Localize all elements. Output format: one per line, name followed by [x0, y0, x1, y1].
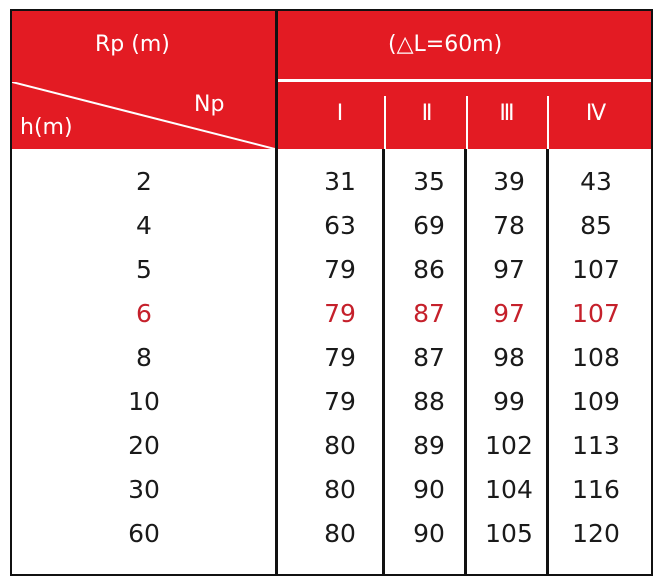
np-value-cell: 79 — [324, 299, 356, 328]
class-header-4: Ⅳ — [585, 101, 607, 126]
np-value-cell: 113 — [572, 431, 620, 460]
np-value-cell: 90 — [413, 475, 445, 504]
np-value-cell: 69 — [413, 211, 445, 240]
header-divider-right — [278, 79, 651, 82]
np-value-cell: 85 — [580, 211, 612, 240]
np-value-cell: 90 — [413, 519, 445, 548]
np-value-cell: 87 — [413, 343, 445, 372]
h-value-cell: 60 — [128, 519, 160, 548]
np-value-cell: 120 — [572, 519, 620, 548]
np-value-cell: 89 — [413, 431, 445, 460]
np-value-cell: 87 — [413, 299, 445, 328]
header-col-divider — [384, 96, 386, 149]
np-value-cell: 98 — [493, 343, 525, 372]
h-value-cell: 10 — [128, 387, 160, 416]
np-header-label: Np — [194, 92, 225, 117]
class-header-1: Ⅰ — [336, 101, 344, 126]
class-header-2: Ⅱ — [421, 101, 433, 126]
np-value-cell: 43 — [580, 167, 612, 196]
class-header-3: Ⅲ — [499, 101, 515, 126]
h-value-cell: 2 — [136, 167, 152, 196]
np-value-cell: 107 — [572, 299, 620, 328]
column-divider — [382, 149, 385, 574]
np-value-cell: 39 — [493, 167, 525, 196]
np-value-cell: 108 — [572, 343, 620, 372]
h-value-cell: 20 — [128, 431, 160, 460]
np-value-cell: 35 — [413, 167, 445, 196]
np-value-cell: 97 — [493, 299, 525, 328]
np-value-cell: 80 — [324, 431, 356, 460]
np-value-cell: 63 — [324, 211, 356, 240]
np-value-cell: 105 — [485, 519, 533, 548]
np-value-cell: 88 — [413, 387, 445, 416]
h-value-cell: 30 — [128, 475, 160, 504]
np-value-cell: 79 — [324, 387, 356, 416]
rp-header-label: Rp (m) — [95, 32, 170, 57]
delta-l-header-label: (△L=60m) — [388, 32, 503, 57]
h-value-cell: 6 — [136, 299, 152, 328]
np-value-cell: 116 — [572, 475, 620, 504]
np-value-cell: 79 — [324, 255, 356, 284]
np-value-cell: 97 — [493, 255, 525, 284]
np-value-cell: 109 — [572, 387, 620, 416]
header-col-divider — [547, 96, 549, 149]
np-value-cell: 102 — [485, 431, 533, 460]
h-value-cell: 8 — [136, 343, 152, 372]
main-column-divider — [275, 11, 278, 574]
np-value-cell: 86 — [413, 255, 445, 284]
h-value-cell: 4 — [136, 211, 152, 240]
np-value-cell: 79 — [324, 343, 356, 372]
np-value-cell: 80 — [324, 519, 356, 548]
np-value-cell: 104 — [485, 475, 533, 504]
np-value-cell: 31 — [324, 167, 356, 196]
np-value-cell: 78 — [493, 211, 525, 240]
h-header-label: h(m) — [20, 115, 73, 140]
np-value-cell: 99 — [493, 387, 525, 416]
np-value-cell: 107 — [572, 255, 620, 284]
h-value-cell: 5 — [136, 255, 152, 284]
np-value-cell: 80 — [324, 475, 356, 504]
